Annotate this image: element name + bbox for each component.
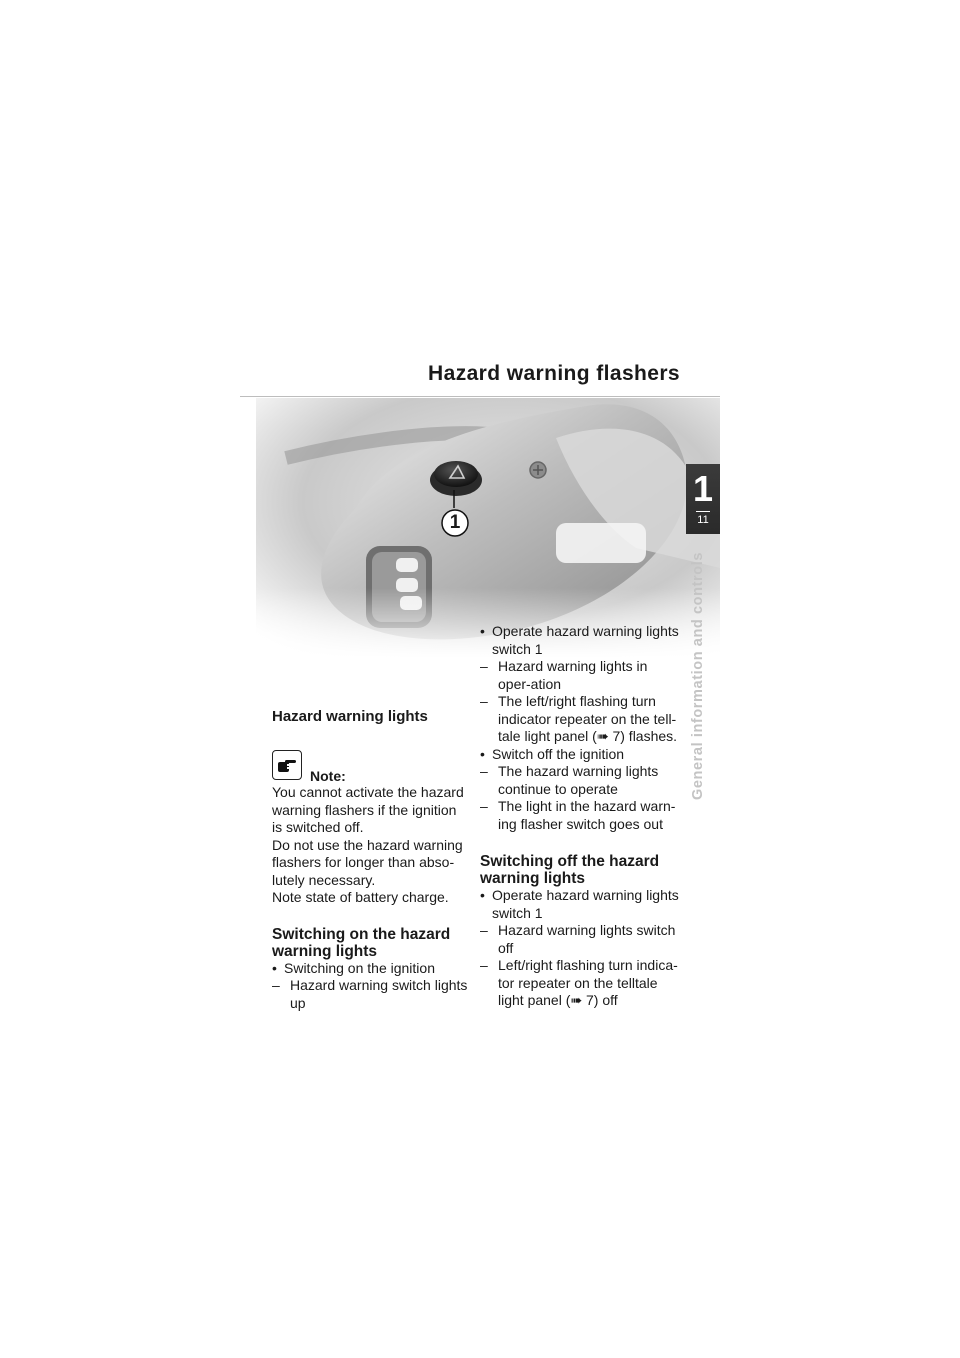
note-header: [272, 750, 470, 784]
steps-list: [480, 887, 680, 1010]
note-hand-icon: [272, 750, 302, 780]
list-item: – Left/right flashing turn indica-tor repeater on the telltale light panel (➠ 7) off: [480, 957, 678, 1008]
note-label: Note:: [310, 768, 346, 784]
note-text: You cannot activate the hazard warning flashers if the ignition is switched off.: [272, 784, 464, 835]
steps-list: [272, 960, 470, 1013]
list-item: • Operate hazard warning lights switch 1: [480, 623, 679, 657]
section-heading-switching-on: Switching on the hazard warning lights: [272, 925, 451, 960]
chapter-label: General information and controls: [690, 551, 706, 800]
left-column: [272, 708, 470, 1012]
list-item: • Switch off the ignition: [480, 745, 625, 762]
callout-label: 1: [449, 512, 461, 533]
list-item: – Hazard warning lights switch off: [480, 922, 676, 956]
title-divider: [240, 396, 720, 397]
section-heading-hazard-lights: Hazard warning lights: [272, 708, 428, 725]
list-item: – The left/right flashing turn indicator repeater on the tell-tale light panel (➠ 7) flashes.: [480, 693, 678, 744]
list-item: • Switching on the ignition: [272, 959, 435, 976]
list-item: – The hazard warning lights continue to operate: [480, 763, 659, 797]
handlebar-switch-photo: [256, 398, 720, 658]
chapter-tab: [686, 464, 720, 534]
note-text: Do not use the hazard warning flashers for longer than abso-lutely necessary.: [272, 836, 463, 888]
list-item: • Operate hazard warning lights switch 1: [480, 887, 679, 921]
page-title: Hazard warning flashers: [428, 362, 680, 385]
tab-divider: [696, 511, 710, 512]
page-number: 11: [697, 514, 709, 526]
list-item: – Hazard warning lights in oper-ation: [480, 658, 648, 692]
dash-marker: –: [272, 977, 280, 993]
note-text: Note state of battery charge.: [272, 889, 449, 905]
steps-list: [480, 623, 680, 833]
section-heading-switching-off: Switching off the hazard warning lights: [480, 853, 660, 887]
list-item: – The light in the hazard warn-ing flasher switch goes out: [480, 798, 676, 832]
list-item: – Hazard warning switch lights up: [272, 977, 468, 1011]
bullet-marker: •: [272, 959, 277, 976]
chapter-number: 1: [692, 468, 714, 509]
right-column: [480, 623, 680, 1010]
